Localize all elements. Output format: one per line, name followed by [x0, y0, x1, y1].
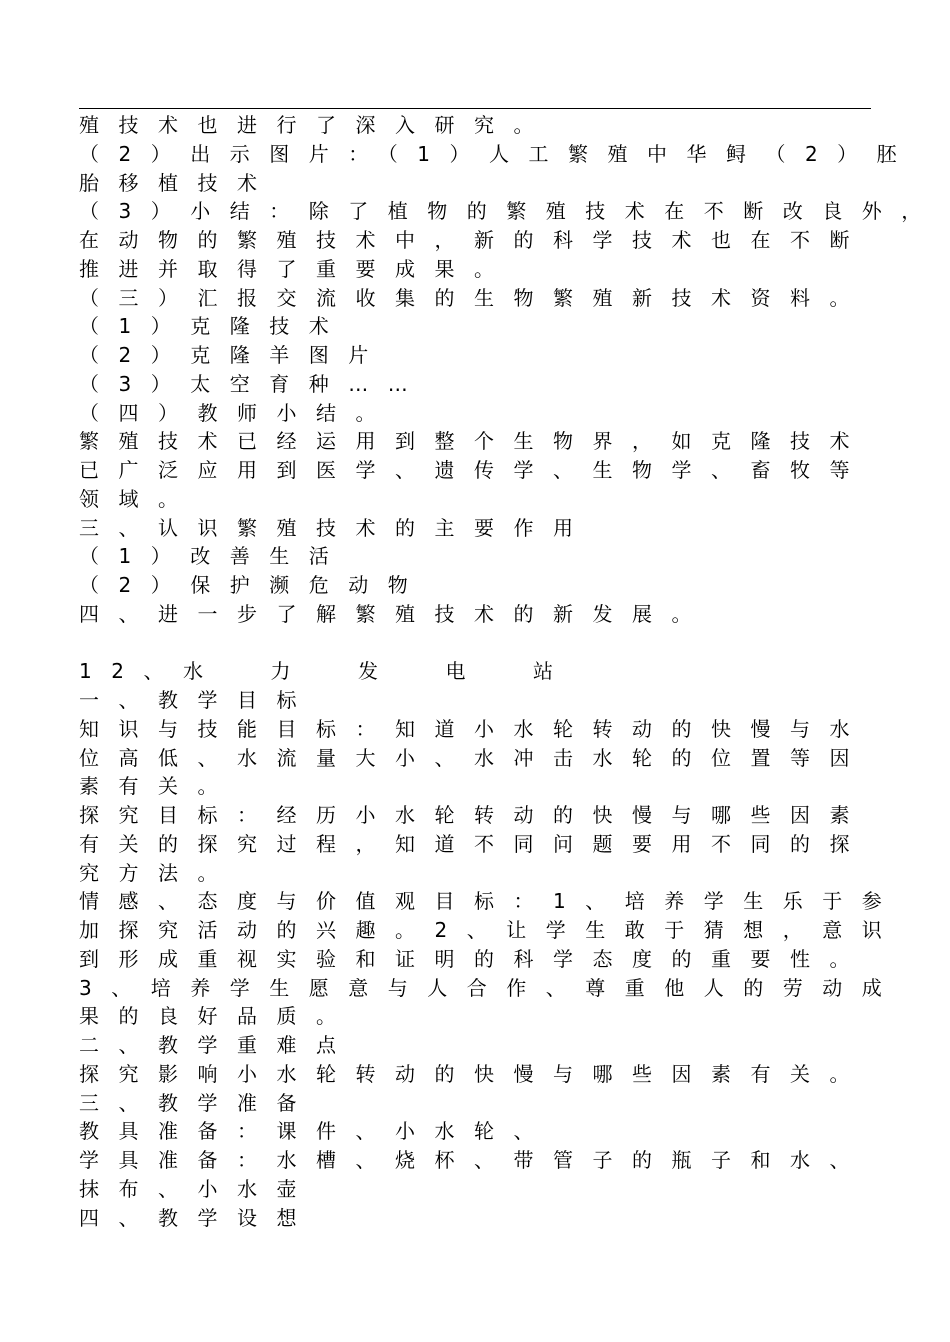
lesson-title-char: 水 [182, 659, 223, 684]
lesson-title-char: 电 [445, 659, 485, 684]
text-line: 在动物的繁殖技术中，新的科学技术也在不断 [79, 228, 869, 252]
header-rule [79, 108, 871, 109]
text-line: （1）改善生活 [79, 544, 349, 569]
text-line: （3）太空育种…… [79, 371, 428, 396]
text-line: 教具准备：课件、小水轮、 [79, 1119, 553, 1144]
text-line: 果的良好品质。 [79, 1004, 356, 1029]
blank-line [79, 629, 879, 658]
text-line: 究方法。 [79, 860, 237, 885]
text-line: 情感、态度与价值观目标：1、培养学生乐于参 [79, 889, 902, 914]
document-body [79, 111, 941, 1232]
text-line: 位高低、水流量大小、水冲击水轮的位置等因 [79, 745, 869, 770]
text-line: 四、进一步了解繁殖技术的新发展。 [79, 601, 711, 626]
text-line: 胎移植技术 [79, 170, 277, 195]
text-line: 知识与技能目标：知道小水轮转动的快慢与水 [79, 716, 869, 741]
text-line: 已广泛应用到医学、遗传学、生物学、畜牧等 [79, 458, 869, 482]
lesson-title [79, 657, 879, 686]
text-line: 有关的探究过程，知道不同问题要用不同的探 [79, 831, 869, 856]
text-line: 三、教学准备 [79, 1090, 316, 1115]
text-line: 抹布、小水壶 [79, 1176, 316, 1201]
text-line: 殖技术也进行了深入研究。 [79, 113, 553, 137]
lesson-title-char: 站 [532, 659, 573, 684]
lesson-title-char: 力 [270, 659, 310, 684]
text-line: （四）教师小结。 [79, 400, 395, 425]
text-line: 一、教学目标 [79, 688, 316, 712]
text-line: 推进并取得了重要成果。 [79, 256, 514, 281]
text-line: 繁殖技术已经运用到整个生物界，如克隆技术 [79, 429, 869, 454]
text-line: （2）保护濒危动物 [79, 573, 428, 597]
text-line: 探究影响小水轮转动的快慢与哪些因素有关。 [79, 1061, 869, 1086]
lesson-number: 12、 [79, 659, 183, 684]
text-line: 四、教学设想 [79, 1205, 316, 1230]
text-line: 二、教学重难点 [79, 1033, 356, 1057]
text-line: 加探究活动的兴趣。2、让学生敢于猜想，意识 [79, 918, 902, 942]
text-line: 3、培养学生愿意与人合作、尊重他人的劳动成 [79, 975, 902, 1000]
text-line: （三）汇报交流收集的生物繁殖新技术资料。 [79, 285, 869, 310]
text-line: （2）出示图片：（1）人工繁殖中华鲟（2）胚 [79, 141, 917, 166]
text-line: 领域。 [79, 486, 198, 511]
lesson-title-char: 发 [357, 659, 398, 684]
text-line: （3）小结：除了植物的繁殖技术在不断改良外， [79, 199, 941, 224]
text-line: （2）克隆羊图片 [79, 343, 388, 367]
text-line: 三、认识繁殖技术的主要作用 [79, 515, 593, 540]
text-line: 探究目标：经历小水轮转动的快慢与哪些因素 [79, 803, 869, 827]
text-line: 学具准备：水槽、烧杯、带管子的瓶子和水、 [79, 1148, 869, 1172]
text-line: （1）克隆技术 [79, 314, 349, 339]
text-line: 素有关。 [79, 774, 237, 799]
text-line: 到形成重视实验和证明的科学态度的重要性。 [79, 946, 869, 971]
